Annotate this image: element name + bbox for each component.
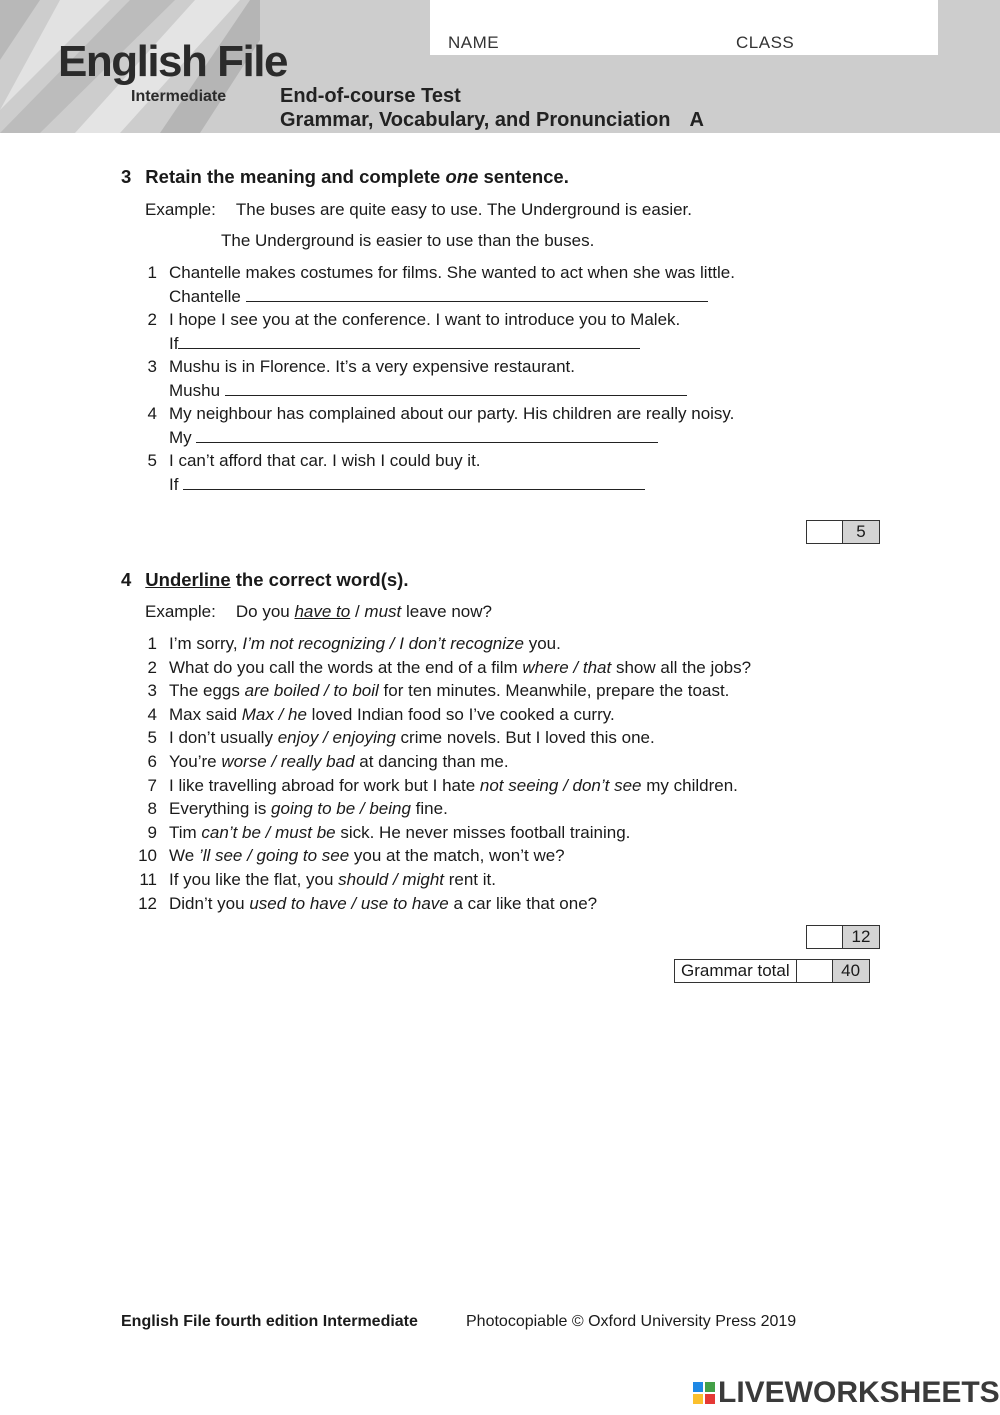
sentence-post: sick. He never misses football training. bbox=[335, 822, 631, 842]
name-label: NAME bbox=[448, 33, 500, 52]
example-label: Example: bbox=[145, 602, 216, 621]
item-sentence bbox=[169, 705, 615, 725]
answer-line bbox=[169, 287, 708, 307]
item-number: 5 bbox=[147, 728, 157, 748]
answer-line bbox=[169, 381, 687, 401]
section-number: 3 bbox=[121, 166, 132, 187]
example-label: Example: bbox=[145, 200, 216, 219]
item-number: 7 bbox=[147, 775, 157, 795]
sentence-post: loved Indian food so I’ve cooked a curry. bbox=[306, 704, 615, 724]
grammar-total-label: Grammar total bbox=[675, 960, 797, 982]
answer-starter: If bbox=[169, 334, 179, 353]
sentence-post: fine. bbox=[410, 799, 448, 819]
test-title: End-of-course Test bbox=[280, 85, 461, 107]
section-instruction-rest: the correct word(s). bbox=[230, 569, 409, 590]
item-sentence bbox=[169, 752, 509, 772]
section-4-example bbox=[145, 602, 492, 622]
sentence-post: at dancing than me. bbox=[354, 752, 509, 771]
sentence-pre: I like travelling abroad for work but I hate bbox=[169, 775, 480, 795]
footer-edition: English File fourth edition Intermediate bbox=[121, 1313, 418, 1330]
item-sentence bbox=[169, 799, 448, 819]
item-sentence bbox=[169, 681, 729, 701]
sentence-post: a car like that one? bbox=[448, 893, 598, 913]
item-number: 4 bbox=[147, 404, 157, 423]
section-3-example bbox=[145, 200, 692, 220]
word-options[interactable]: should / might bbox=[338, 870, 444, 889]
section-instruction-underline: Underline bbox=[145, 569, 231, 590]
item-number: 4 bbox=[147, 704, 157, 724]
score-entry[interactable] bbox=[807, 926, 843, 948]
test-version: A bbox=[689, 109, 704, 131]
test-title-block bbox=[280, 84, 704, 132]
sentence-pre: If you like the flat, you bbox=[169, 870, 339, 889]
sentence-pre: I’m sorry, bbox=[169, 634, 243, 653]
item-sentence bbox=[169, 823, 630, 843]
answer-starter: Mushu bbox=[169, 381, 225, 400]
section-4-score-box bbox=[806, 925, 880, 949]
item-number: 2 bbox=[147, 657, 157, 677]
section-instruction-pre: Retain the meaning and complete bbox=[145, 166, 446, 187]
sentence-post: crime novels. But I loved this one. bbox=[395, 728, 655, 748]
answer-line bbox=[169, 475, 645, 495]
logo-title: English File bbox=[58, 37, 287, 86]
section-3-score-box bbox=[806, 520, 880, 544]
word-options[interactable]: going to be / being bbox=[271, 799, 411, 819]
score-entry[interactable] bbox=[807, 521, 843, 543]
item-sentence: I can’t afford that car. I wish I could buy it. bbox=[169, 451, 481, 470]
sentence-post: you at the match, won’t we? bbox=[349, 846, 565, 866]
test-subtitle-row bbox=[280, 108, 704, 132]
grammar-total-entry[interactable] bbox=[797, 960, 833, 982]
watermark-text: LIVEWORKSHEETS bbox=[718, 1376, 1000, 1409]
answer-starter: Chantelle bbox=[169, 287, 246, 306]
word-options[interactable]: where / that bbox=[522, 657, 612, 677]
item-number: 1 bbox=[147, 634, 157, 653]
item-number: 1 bbox=[147, 263, 157, 282]
item-number: 10 bbox=[138, 846, 157, 866]
item-sentence bbox=[169, 870, 496, 890]
footer-copyright: Photocopiable © Oxford University Press 2019 bbox=[466, 1313, 797, 1330]
item-sentence: I hope I see you at the conference. I want to introduce you to Malek. bbox=[169, 310, 681, 329]
logo-subtitle: Intermediate bbox=[131, 88, 227, 105]
answer-blank[interactable] bbox=[196, 428, 658, 443]
item-sentence bbox=[169, 776, 738, 796]
answer-blank[interactable] bbox=[246, 287, 708, 302]
item-number: 9 bbox=[147, 822, 157, 842]
sentence-pre: You’re bbox=[169, 752, 222, 771]
item-number: 5 bbox=[147, 451, 157, 470]
item-sentence bbox=[169, 846, 565, 866]
item-sentence: Mushu is in Florence. It’s a very expensive restaurant. bbox=[169, 357, 575, 376]
section-instruction-post: sentence. bbox=[478, 166, 569, 187]
sentence-pre: I don’t usually bbox=[169, 728, 278, 748]
answer-starter: If bbox=[169, 475, 184, 494]
section-3-heading bbox=[121, 166, 569, 188]
sentence-pre: Max said bbox=[169, 704, 242, 724]
name-class-box bbox=[430, 0, 938, 55]
liveworksheets-logo-icon bbox=[693, 1382, 715, 1404]
page-header bbox=[0, 0, 1000, 133]
liveworksheets-watermark bbox=[693, 1376, 1000, 1410]
example-post: leave now? bbox=[401, 602, 492, 621]
example-pre: Do you bbox=[235, 602, 295, 621]
test-subtitle: Grammar, Vocabulary, and Pronunciation bbox=[280, 109, 671, 131]
word-options[interactable]: worse / really bad bbox=[221, 752, 355, 771]
section-number: 4 bbox=[121, 569, 132, 590]
item-sentence bbox=[169, 634, 561, 654]
word-options[interactable]: used to have / use to have bbox=[249, 893, 449, 913]
example-answer: The Underground is easier to use than the buses. bbox=[221, 231, 595, 250]
sentence-post: you. bbox=[523, 634, 561, 653]
class-label: CLASS bbox=[736, 33, 795, 52]
sentence-pre: Didn’t you bbox=[169, 893, 250, 913]
example-option-1[interactable]: have to bbox=[294, 602, 351, 621]
item-sentence bbox=[169, 894, 597, 914]
example-separator: / bbox=[350, 602, 365, 621]
item-sentence bbox=[169, 658, 751, 678]
answer-blank[interactable] bbox=[183, 475, 645, 490]
grammar-total-max: 40 bbox=[833, 960, 869, 982]
sentence-pre: The eggs bbox=[169, 681, 245, 701]
sentence-pre: Everything is bbox=[169, 799, 272, 819]
answer-starter: My bbox=[169, 428, 197, 447]
word-options[interactable]: Max / he bbox=[241, 704, 307, 724]
item-number: 2 bbox=[147, 310, 157, 329]
item-number: 3 bbox=[147, 681, 157, 701]
sentence-pre: We bbox=[169, 846, 199, 866]
word-options[interactable]: enjoy / enjoying bbox=[277, 728, 396, 748]
item-number: 11 bbox=[139, 870, 157, 889]
item-sentence bbox=[169, 728, 655, 748]
answer-line bbox=[169, 428, 658, 448]
section-4-heading bbox=[121, 569, 408, 591]
item-number: 8 bbox=[147, 799, 157, 819]
word-options[interactable]: I’m not recognizing / I don’t recognize bbox=[242, 634, 524, 653]
sentence-post: rent it. bbox=[444, 870, 496, 889]
score-max: 5 bbox=[843, 521, 879, 543]
item-number: 6 bbox=[147, 752, 157, 771]
item-sentence: My neighbour has complained about our party. His children are really noisy. bbox=[169, 404, 735, 423]
example-text: The buses are quite easy to use. The Underground is easier. bbox=[235, 200, 693, 219]
answer-blank[interactable] bbox=[225, 381, 687, 396]
sentence-pre: Tim bbox=[169, 822, 202, 842]
score-max: 12 bbox=[843, 926, 879, 948]
word-options[interactable]: are boiled / to boil bbox=[244, 681, 379, 701]
grammar-total-box bbox=[674, 959, 870, 983]
word-options[interactable]: ’ll see / going to see bbox=[198, 846, 350, 866]
answer-blank[interactable] bbox=[178, 334, 640, 349]
section-instruction-em: one bbox=[445, 166, 479, 187]
answer-line bbox=[169, 334, 640, 354]
sentence-pre: What do you call the words at the end of a film bbox=[169, 657, 523, 677]
sentence-post: my children. bbox=[641, 775, 738, 795]
word-options[interactable]: not seeing / don’t see bbox=[479, 775, 642, 795]
sentence-post: show all the jobs? bbox=[611, 657, 752, 677]
item-number: 12 bbox=[138, 893, 157, 913]
example-option-2[interactable]: must bbox=[364, 602, 402, 621]
sentence-post: for ten minutes. Meanwhile, prepare the toast. bbox=[378, 681, 730, 701]
item-number: 3 bbox=[147, 357, 157, 376]
item-sentence: Chantelle makes costumes for films. She wanted to act when she was little. bbox=[169, 263, 735, 282]
word-options[interactable]: can’t be / must be bbox=[201, 822, 336, 842]
